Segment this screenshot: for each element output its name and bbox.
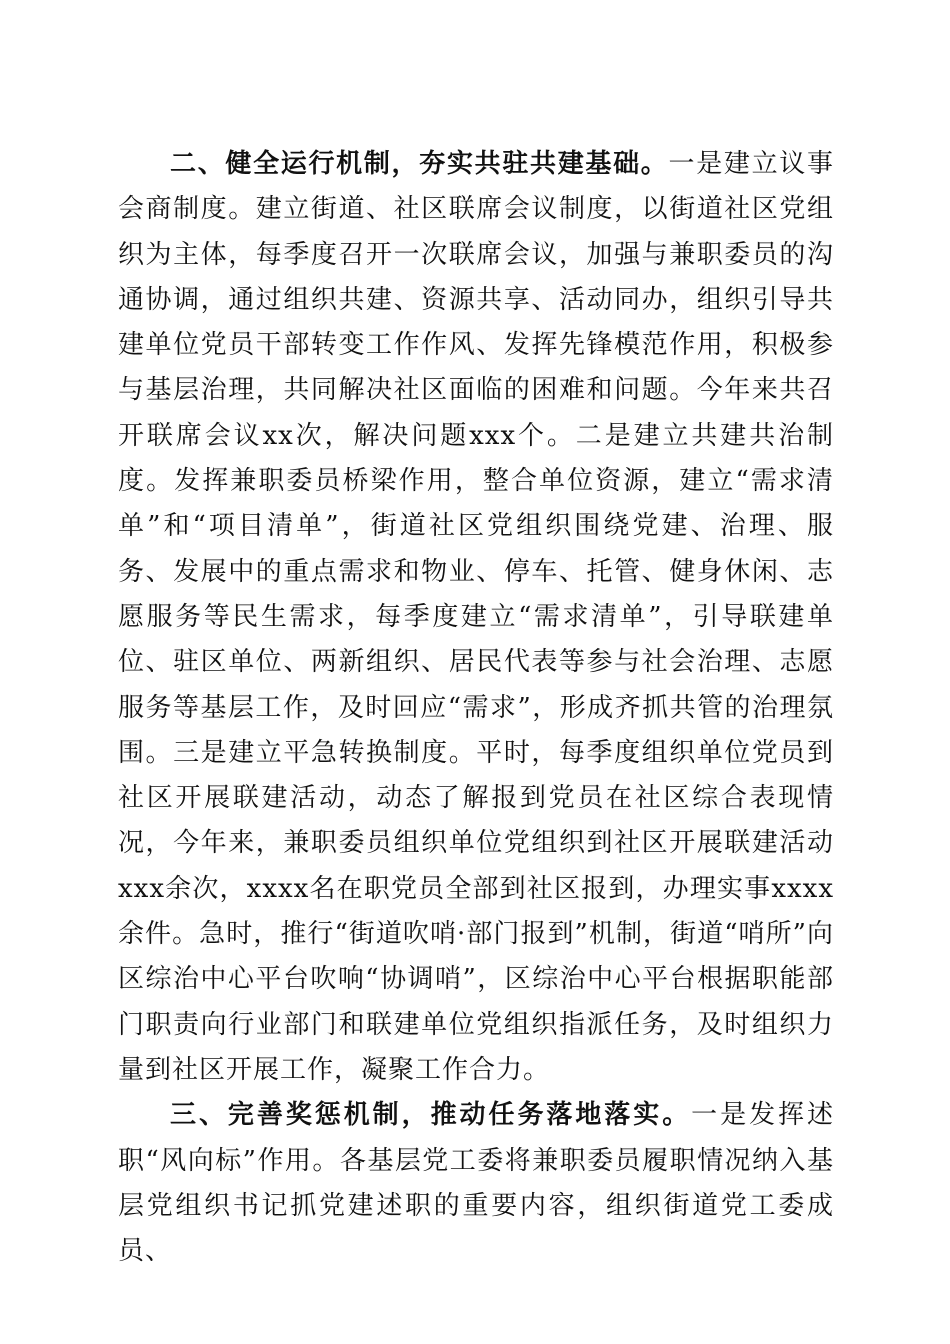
document-page: [118, 142, 834, 1274]
paragraph-body: 一是建立议事会商制度。建立街道、社区联席会议制度，以街道社区党组织为主体，每季度召开一次联席会议，加强与兼职委员的沟通协调，通过组织共建、资源共享、活动同办，组织引导共建单位党员干部转变工作作风、发挥先锋模范作用，积极参与基层治理，共同解决社区面临的困难和问题。今年来共召开联席会议xx次，解决问题xxx个。二是建立共建共治制度。发挥兼职委员桥梁作用，整合单位资源，建立“需求清单”和“项目清单”，街道社区党组织围绕党建、治理、服务、发展中的重点需求和物业、停车、托管、健身休闲、志愿服务等民生需求，每季度建立“需求清单”，引导联建单位、驻区单位、两新组织、居民代表等参与社会治理、志愿服务等基层工作，及时回应“需求”，形成齐抓共管的治理氛围。三是建立平急转换制度。平时，每季度组织单位党员到社区开展联建活动，动态了解报到党员在社区综合表现情况，今年来，兼职委员组织单位党组织到社区开展联建活动xxx余次，xxxx名在职党员全部到社区报到，办理实事xxxx余件。急时，推行“街道吹哨·部门报到”机制，街道“哨所”向区综治中心平台吹响“协调哨”，区综治中心平台根据职能部门职责向行业部门和联建单位党组织指派任务，及时组织力量到社区开展工作，凝聚工作合力。: [118, 149, 834, 1085]
paragraph: [118, 142, 834, 1093]
paragraph: [118, 1093, 834, 1274]
section-heading: 三、完善奖惩机制，推动任务落地落实。: [170, 1100, 692, 1131]
paragraph-body: 一是发挥述职“风向标”作用。各基层党工委将兼职委员履职情况纳入基层党组织书记抓党建述职的重要内容，组织街道党工委成员、: [118, 1100, 834, 1267]
section-heading: 二、健全运行机制，夯实共驻共建基础。: [170, 149, 669, 179]
